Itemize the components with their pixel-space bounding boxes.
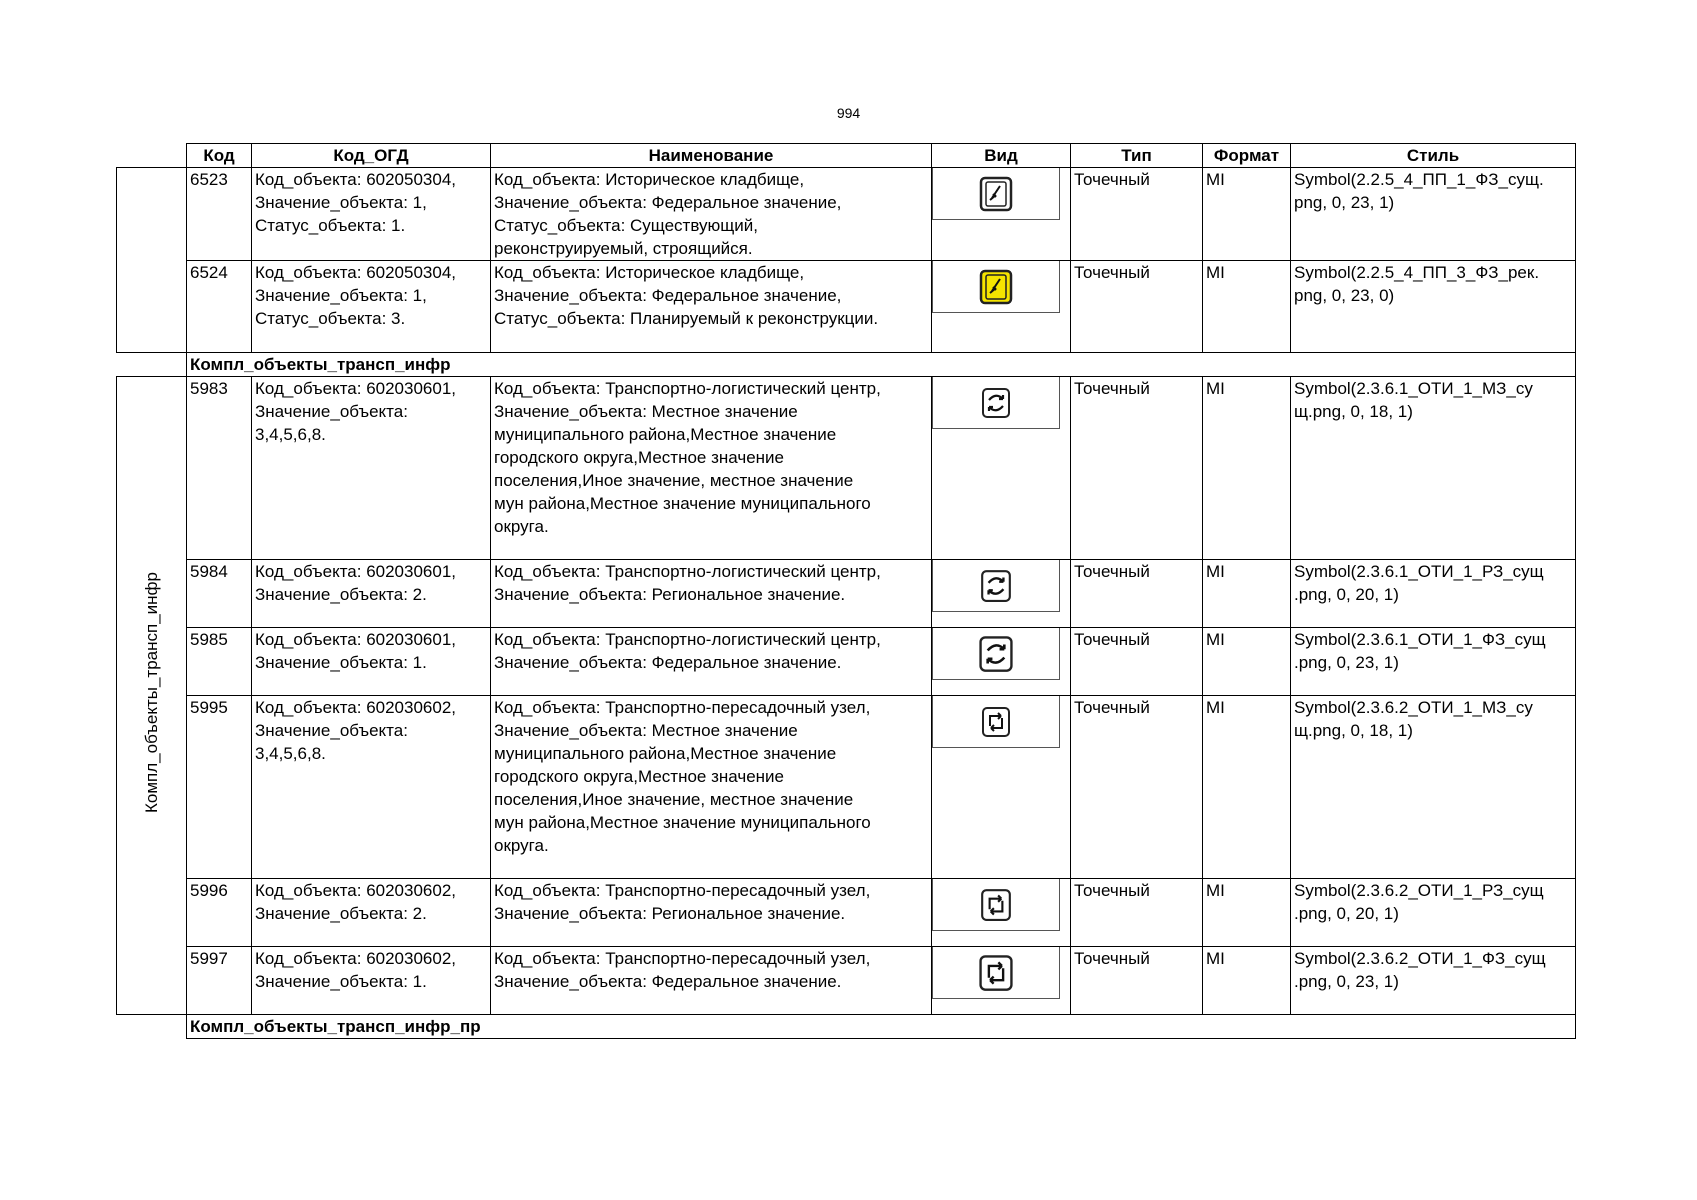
view-cell — [932, 560, 1071, 628]
table-row — [117, 261, 1576, 353]
view-cell — [932, 696, 1071, 879]
type-cell: Точечный — [1071, 947, 1203, 1015]
transfer-hub-icon — [980, 888, 1012, 922]
transfer-hub-icon — [981, 706, 1011, 738]
header-ogd-code: Код_ОГД — [252, 144, 491, 168]
name-cell: Код_объекта: Транспортно-логистический центр, Значение_объекта: Региональное значение. — [491, 560, 932, 628]
table-header-row — [117, 144, 1576, 168]
view-cell — [932, 261, 1071, 353]
icon-frame — [932, 168, 1060, 220]
icon-frame — [932, 261, 1060, 313]
style-cell: Symbol(2.2.5_4_ПП_1_ФЗ_сущ. png, 0, 23, 1) — [1291, 168, 1576, 261]
logistics-center-icon — [981, 387, 1011, 419]
logistics-center-icon — [978, 635, 1014, 673]
code-cell: 5984 — [187, 560, 252, 628]
name-cell: Код_объекта: Историческое кладбище, Значение_объекта: Федеральное значение, Статус_объекта: Планируемый к реконструкции. — [491, 261, 932, 353]
type-cell: Точечный — [1071, 560, 1203, 628]
format-cell: MI — [1203, 168, 1291, 261]
code-cell: 5995 — [187, 696, 252, 879]
icon-frame — [932, 879, 1060, 931]
format-cell: MI — [1203, 696, 1291, 879]
style-cell: Symbol(2.3.6.1_ОТИ_1_РЗ_сущ .png, 0, 20, 1) — [1291, 560, 1576, 628]
style-cell: Symbol(2.2.5_4_ПП_3_ФЗ_рек. png, 0, 23, 0) — [1291, 261, 1576, 353]
format-cell: MI — [1203, 261, 1291, 353]
ogd-cell: Код_объекта: 602030601, Значение_объекта: 3,4,5,6,8. — [252, 377, 491, 560]
cemetery-planned-icon — [979, 269, 1013, 305]
symbol-table — [116, 143, 1576, 1039]
name-cell: Код_объекта: Транспортно-пересадочный узел, Значение_объекта: Региональное значение. — [491, 879, 932, 947]
side-group-label: Компл_объекты_трансп_инфр — [142, 572, 161, 813]
logistics-center-icon — [980, 569, 1012, 603]
format-cell: MI — [1203, 628, 1291, 696]
transfer-hub-icon — [978, 954, 1014, 992]
format-cell: MI — [1203, 947, 1291, 1015]
name-cell: Код_объекта: Транспортно-логистический центр, Значение_объекта: Местное значение муниципального района,Местное значение городского округа,Местное значение поселения,Иное значение, местное значение мун района,Местное значение муниципального округа. — [491, 377, 932, 560]
ogd-cell: Код_объекта: 602030602, Значение_объекта: 2. — [252, 879, 491, 947]
table-row — [117, 168, 1576, 261]
ogd-cell: Код_объекта: 602030601, Значение_объекта: 2. — [252, 560, 491, 628]
table-row — [117, 560, 1576, 628]
view-cell — [932, 947, 1071, 1015]
ogd-cell: Код_объекта: 602030602, Значение_объекта: 3,4,5,6,8. — [252, 696, 491, 879]
style-cell: Symbol(2.3.6.2_ОТИ_1_РЗ_сущ .png, 0, 20, 1) — [1291, 879, 1576, 947]
icon-frame — [932, 947, 1060, 999]
ogd-cell: Код_объекта: 602030601, Значение_объекта: 1. — [252, 628, 491, 696]
type-cell: Точечный — [1071, 168, 1203, 261]
icon-frame — [932, 696, 1060, 748]
header-view: Вид — [932, 144, 1071, 168]
name-cell: Код_объекта: Транспортно-логистический центр, Значение_объекта: Федеральное значение. — [491, 628, 932, 696]
group-header-row — [117, 1015, 1576, 1039]
view-cell — [932, 879, 1071, 947]
group-label: Компл_объекты_трансп_инфр_пр — [187, 1015, 1576, 1039]
side-cell-empty — [117, 168, 187, 353]
table-row — [117, 947, 1576, 1015]
header-type: Тип — [1071, 144, 1203, 168]
type-cell: Точечный — [1071, 628, 1203, 696]
page-number: 994 — [836, 105, 861, 121]
table-row — [117, 879, 1576, 947]
code-cell: 5983 — [187, 377, 252, 560]
header-name: Наименование — [491, 144, 932, 168]
format-cell: MI — [1203, 879, 1291, 947]
side-group-cell — [117, 377, 187, 1015]
code-cell: 6524 — [187, 261, 252, 353]
group-header-row — [117, 353, 1576, 377]
view-cell — [932, 168, 1071, 261]
ogd-cell: Код_объекта: 602030602, Значение_объекта: 1. — [252, 947, 491, 1015]
code-cell: 5985 — [187, 628, 252, 696]
name-cell: Код_объекта: Транспортно-пересадочный узел, Значение_объекта: Федеральное значение. — [491, 947, 932, 1015]
style-cell: Symbol(2.3.6.1_ОТИ_1_ФЗ_сущ .png, 0, 23, 1) — [1291, 628, 1576, 696]
type-cell: Точечный — [1071, 261, 1203, 353]
style-cell: Symbol(2.3.6.2_ОТИ_1_МЗ_су щ.png, 0, 18, 1) — [1291, 696, 1576, 879]
view-cell — [932, 377, 1071, 560]
icon-frame — [932, 560, 1060, 612]
icon-frame — [932, 377, 1060, 429]
ogd-cell: Код_объекта: 602050304, Значение_объекта: 1, Статус_объекта: 1. — [252, 168, 491, 261]
format-cell: MI — [1203, 377, 1291, 560]
icon-frame — [932, 628, 1060, 680]
group-label: Компл_объекты_трансп_инфр — [187, 353, 1576, 377]
header-code: Код — [187, 144, 252, 168]
name-cell: Код_объекта: Историческое кладбище, Значение_объекта: Федеральное значение, Статус_объекта: Существующий, реконструируемый, строящийся. — [491, 168, 932, 261]
table-row — [117, 696, 1576, 879]
name-cell: Код_объекта: Транспортно-пересадочный узел, Значение_объекта: Местное значение муниципального района,Местное значение городского округа,Местное значение поселения,Иное значение, местное значение мун района,Местное значение муниципального округа. — [491, 696, 932, 879]
header-blank — [117, 144, 187, 168]
ogd-cell: Код_объекта: 602050304, Значение_объекта: 1, Статус_объекта: 3. — [252, 261, 491, 353]
code-cell: 5996 — [187, 879, 252, 947]
group-spacer — [117, 1015, 187, 1039]
header-format: Формат — [1203, 144, 1291, 168]
type-cell: Точечный — [1071, 696, 1203, 879]
cemetery-icon — [979, 176, 1013, 212]
style-cell: Symbol(2.3.6.1_ОТИ_1_МЗ_су щ.png, 0, 18, 1) — [1291, 377, 1576, 560]
group-spacer — [117, 353, 187, 377]
style-cell: Symbol(2.3.6.2_ОТИ_1_ФЗ_сущ .png, 0, 23, 1) — [1291, 947, 1576, 1015]
view-cell — [932, 628, 1071, 696]
type-cell: Точечный — [1071, 377, 1203, 560]
table-row — [117, 628, 1576, 696]
type-cell: Точечный — [1071, 879, 1203, 947]
table-row — [117, 377, 1576, 560]
header-style: Стиль — [1291, 144, 1576, 168]
format-cell: MI — [1203, 560, 1291, 628]
code-cell: 6523 — [187, 168, 252, 261]
code-cell: 5997 — [187, 947, 252, 1015]
